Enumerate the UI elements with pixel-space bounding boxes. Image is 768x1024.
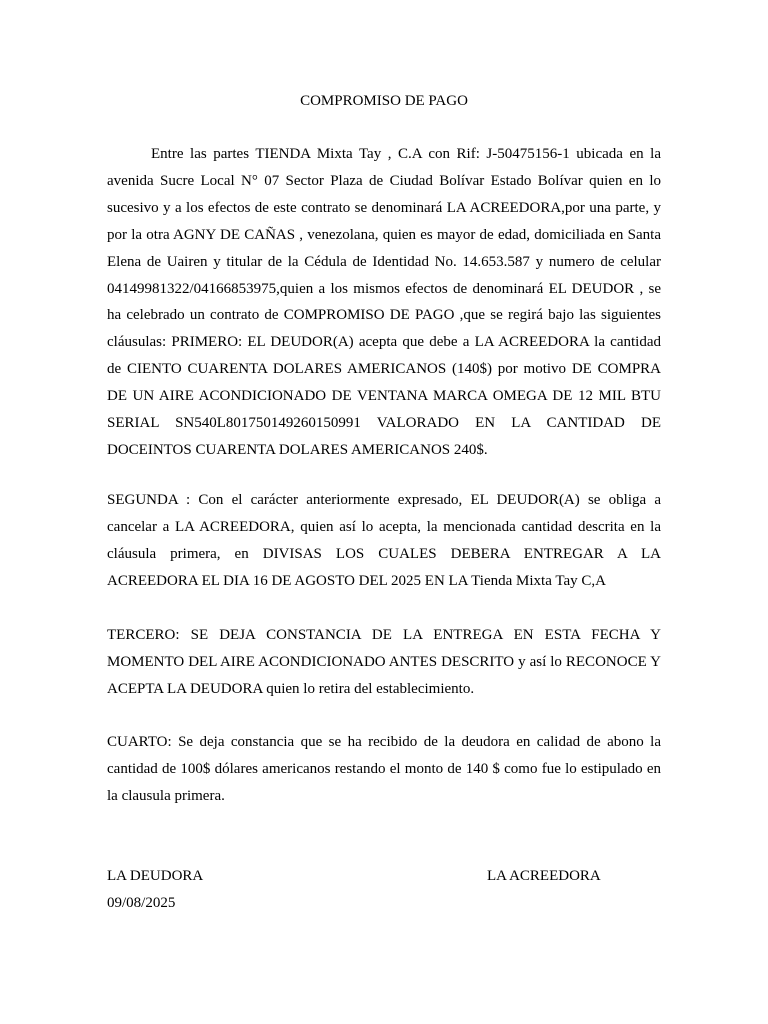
paragraph-intro-primero: Entre las partes TIENDA Mixta Tay , C.A con Rif: J-50475156-1 ubicada en la avenida Sucre Local N° 07 Sector Plaza de Ciudad Bolívar Estado Bolívar quien en lo sucesivo y a los efectos de este contrato se denominará LA ACREEDORA,por una parte, y por la otra AGNY DE CAÑAS , venezolana, quien es mayor de edad, domiciliada en Santa Elena de Uairen y titular de la Cédula de Identidad No. 14.653.587 y numero de celular 04149981322/04166853975,quien a los mismos efectos de denominará EL DEUDOR , se ha celebrado un contrato de COMPROMISO DE PAGO ,que se regirá bajo las siguientes cláusulas: PRIMERO: EL DEUDOR(A) acepta que debe a LA ACREEDORA la cantidad de CIENTO CUARENTA DOLARES AMERICANOS (140$) por motivo DE COMPRA DE UN AIRE ACONDICIONADO DE VENTANA MARCA OMEGA DE 12 MIL BTU SERIAL SN540L801750149260150991 VALORADO EN LA CANTIDAD DE DOCEINTOS CUARENTA DOLARES AMERICANOS 240$. — [107, 146, 661, 458]
signature-debtor-label: LA DEUDORA — [107, 868, 204, 884]
paragraph-tercero: TERCERO: SE DEJA CONSTANCIA DE LA ENTREGA EN ESTA FECHA Y MOMENTO DEL AIRE ACONDICIONADO ANTES DESCRITO y así lo RECONOCE Y ACEPTA LA DEUDORA quien lo retira del establecimiento. — [107, 627, 661, 697]
paragraph-segunda: SEGUNDA : Con el carácter anteriormente expresado, EL DEUDOR(A) se obliga a cancelar a LA ACREEDORA, quien así lo acepta, la mencionada cantidad descrita en la cláusula primera, en DIVISAS LOS CUALES DEBERA ENTREGAR A LA ACREEDORA EL DIA 16 DE AGOSTO DEL 2025 EN LA Tienda Mixta Tay C,A — [107, 492, 661, 589]
document-title: COMPROMISO DE PAGO — [300, 93, 468, 109]
signature-creditor-label: LA ACREEDORA — [487, 868, 601, 884]
paragraph-cuarto: CUARTO: Se deja constancia que se ha recibido de la deudora en calidad de abono la cantidad de 100$ dólares americanos restando el monto de 140 $ como fue lo estipulado en la clausula primera. — [107, 734, 661, 804]
signature-date: 09/08/2025 — [107, 895, 176, 911]
